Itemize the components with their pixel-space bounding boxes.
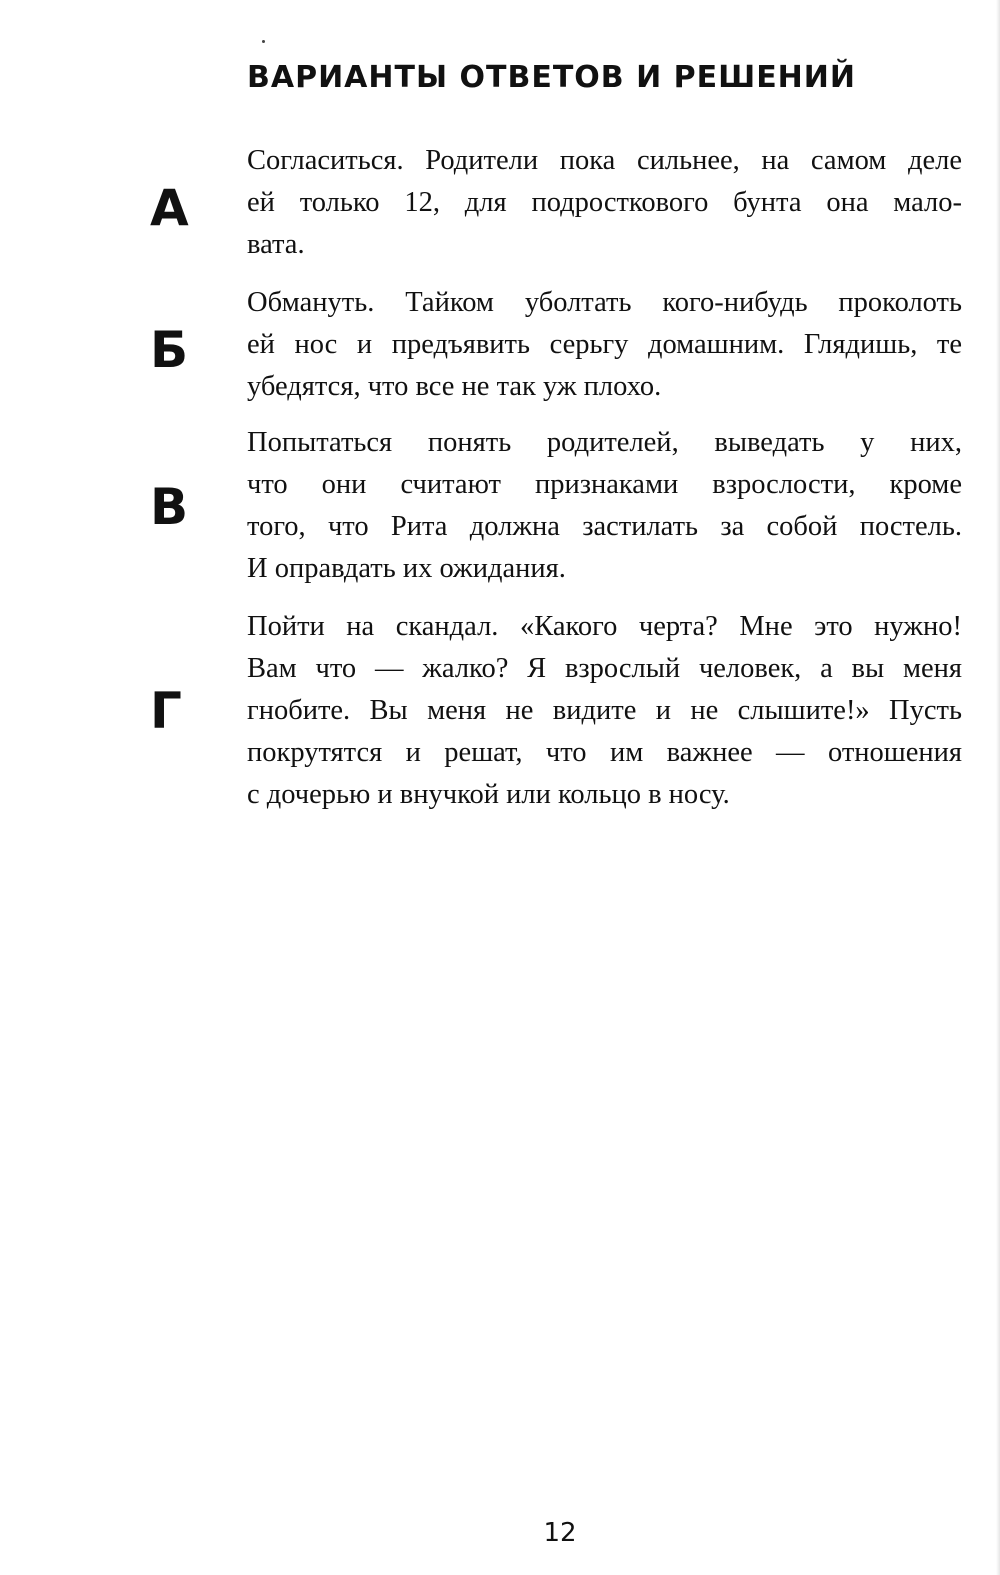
text-line: Вам что — жалко? Я взрослый человек, а вы меня [247,653,962,684]
text-line: Пойти на скандал. «Какого черта? Мне это нужно! [247,611,962,642]
text-line: покрутятся и решат, что им важнее — отношения [247,737,962,768]
option-text [247,140,962,266]
text-line: Попытаться понять родителей, выведать у них, [247,427,962,458]
ink-speck [262,40,265,43]
text-line: Обмануть. Тайком уболтать кого-нибудь проколоть [247,287,962,318]
option-letter: В [150,478,189,536]
page-edge-shadow [996,0,1000,1575]
text-line: вата. [247,229,305,260]
text-line: ей нос и предъявить серьгу домашним. Глядишь, те [247,329,962,360]
text-line: что они считают признаками взрослости, кроме [247,469,962,500]
page-heading: ВАРИАНТЫ ОТВЕТОВ И РЕШЕНИЙ [247,60,857,95]
option-text [247,606,962,816]
page-number: 12 [543,1518,577,1548]
text-line: гнобите. Вы меня не видите и не слышите!» Пусть [247,695,962,726]
option-text [247,422,962,590]
option-text [247,282,962,408]
text-line: Согласиться. Родители пока сильнее, на самом деле [247,145,962,176]
option-letter: А [150,179,189,237]
option-letter: Б [150,321,189,379]
text-line: с дочерью и внучкой или кольцо в носу. [247,779,730,810]
text-line: И оправдать их ожидания. [247,553,566,584]
text-line: того, что Рита должна застилать за собой постель. [247,511,962,542]
option-letter: Г [150,682,182,740]
text-line: ей только 12, для подросткового бунта она мало- [247,187,962,218]
text-line: убедятся, что все не так уж плохо. [247,371,662,402]
